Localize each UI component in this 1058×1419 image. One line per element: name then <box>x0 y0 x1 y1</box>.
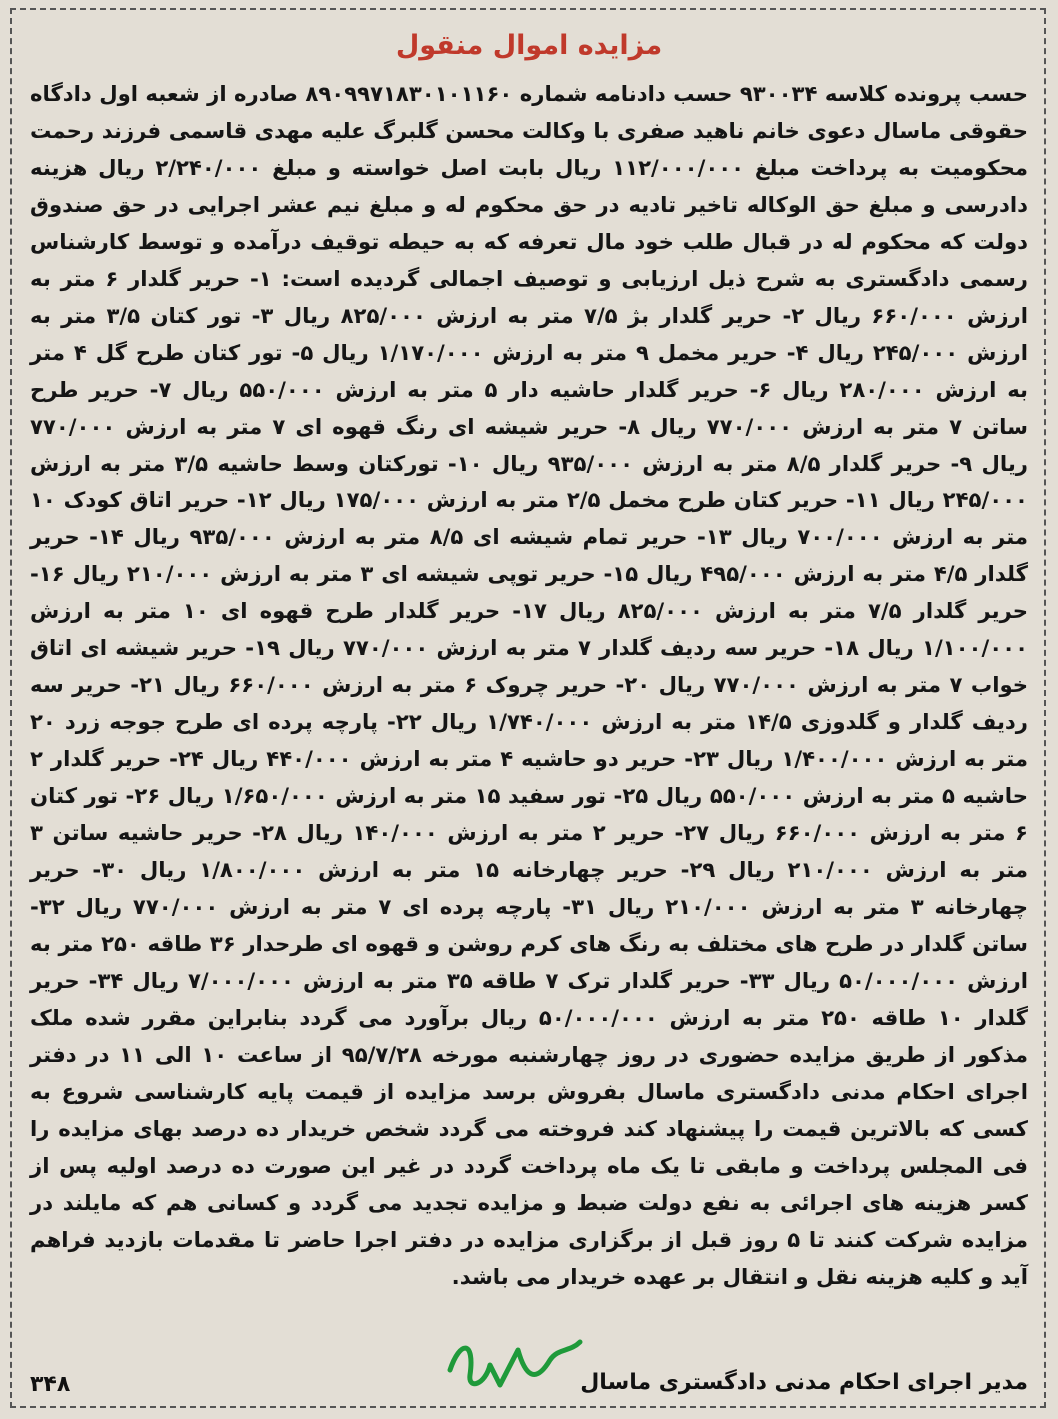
notice-title: مزایده اموال منقول <box>395 30 663 61</box>
notice-footer <box>30 1368 1028 1408</box>
ad-number: ۳۴۸ <box>30 1372 71 1397</box>
notice-body: حسب پرونده کلاسه ۹۳۰۰۳۴ حسب دادنامه شماره ۸۹۰۹۹۷۱۸۳۰۱۰۱۱۶۰ صادره از شعبه اول دادگاه حقوقی ماسال دعوی خانم ناهید صفری با وکالت محسن گلبرگ علیه مهدی قاسمی فرزند رحمت محکومیت به پرداخت مبلغ ۱۱۲/۰۰۰/۰۰۰ ریال بابت اصل خواسته و مبلغ ۲/۲۴۰/۰۰۰ ریال هزینه دادرسی و مبلغ حق الوکاله تاخیر تادیه در حق محکوم له و مبلغ نیم عشر اجرایی در حق صندوق دولت که محکوم له در قبال طلب خود مال تعرفه که به حیطه توقیف درآمده و توسط کارشناس رسمی دادگستری به شرح ذیل ارزیابی و توصیف اجمالی گردیده است: ۱- حریر گلدار ۶ متر به ارزش ۶۶۰/۰۰۰ ریال ۲- حریر گلدار بژ ۷/۵ متر به ارزش ۸۲۵/۰۰۰ ریال ۳- تور کتان ۳/۵ متر به ارزش ۲۴۵/۰۰۰ ریال ۴- حریر مخمل ۹ متر به ارزش ۱/۱۷۰/۰۰۰ ریال ۵- تور کتان طرح گل ۴ متر به ارزش ۲۸۰/۰۰۰ ریال ۶- حریر گلدار حاشیه دار ۵ متر به ارزش ۵۵۰/۰۰۰ ریال ۷- حریر طرح ساتن ۷ متر به ارزش ۷۷۰/۰۰۰ ریال ۸- حریر شیشه ای رنگ قهوه ای ۷ متر به ارزش ۷۷۰/۰۰۰ ریال ۹- حریر گلدار ۸/۵ متر به ارزش ۹۳۵/۰۰۰ ریال ۱۰- تورکتان وسط حاشیه ۳/۵ متر به ارزش ۲۴۵/۰۰۰ ریال ۱۱- حریر کتان طرح مخمل ۲/۵ متر به ارزش ۱۷۵/۰۰۰ ریال ۱۲- حریر اتاق کودک ۱۰ متر به ارزش ۷۰۰/۰۰۰ ریال ۱۳- حریر تمام شیشه ای ۸/۵ متر به ارزش ۹۳۵/۰۰۰ ریال ۱۴- حریر گلدار ۴/۵ متر به ارزش ۴۹۵/۰۰۰ ریال ۱۵- حریر توپی شیشه ای ۳ متر به ارزش ۲۱۰/۰۰۰ ریال ۱۶- حریر گلدار ۷/۵ متر به ارزش ۸۲۵/۰۰۰ ریال ۱۷- حریر گلدار طرح قهوه ای ۱۰ متر به ارزش ۱/۱۰۰/۰۰۰ ریال ۱۸- حریر سه ردیف گلدار ۷ متر به ارزش ۷۷۰/۰۰۰ ریال ۱۹- حریر شیشه ای اتاق خواب ۷ متر به ارزش ۷۷۰/۰۰۰ ریال ۲۰- حریر چروک ۶ متر به ارزش ۶۶۰/۰۰۰ ریال ۲۱- حریر سه ردیف گلدار و گلدوزی ۱۴/۵ متر به ارزش ۱/۷۴۰/۰۰۰ ریال ۲۲- پارچه پرده ای طرح جوجه زرد ۲۰ متر به ارزش ۱/۴۰۰/۰۰۰ ریال ۲۳- حریر دو حاشیه ۴ متر به ارزش ۴۴۰/۰۰۰ ریال ۲۴- حریر گلدار ۲ حاشیه ۵ متر به ارزش ۵۵۰/۰۰۰ ریال ۲۵- تور سفید ۱۵ متر به ارزش ۱/۶۵۰/۰۰۰ ریال ۲۶- تور کتان ۶ متر به ارزش ۶۶۰/۰۰۰ ریال ۲۷- حریر ۲ متر به ارزش ۱۴۰/۰۰۰ ریال ۲۸- حریر حاشیه ساتن ۳ متر به ارزش ۲۱۰/۰۰۰ ریال ۲۹- حریر چهارخانه ۱۵ متر به ارزش ۱/۸۰۰/۰۰۰ ریال ۳۰- حریر چهارخانه ۳ متر به ارزش ۲۱۰/۰۰۰ ریال ۳۱- پارچه پرده ای ۷ متر به ارزش ۷۷۰/۰۰۰ ریال ۳۲- ساتن گلدار در طرح های مختلف به رنگ های کرم روشن و قهوه ای طرحدار ۳۶ طاقه ۲۵۰ متر به ارزش ۵۰/۰۰۰/۰۰۰ ریال ۳۳- حریر گلدار ترک ۷ طاقه ۳۵ متر به ارزش ۷/۰۰۰/۰۰۰ ریال ۳۴- حریر گلدار ۱۰ طاقه ۲۵۰ متر به ارزش ۵۰/۰۰۰/۰۰۰ ریال برآورد می گردد بنابراین مقرر شده ملک مذکور از طریق مزایده حضوری در روز چهارشنبه مورخه ۹۵/۷/۲۸ از ساعت ۱۰ الی ۱۱ در دفتر اجرای احکام مدنی دادگستری ماسال بفروش برسد مزایده از قیمت پایه کارشناسی شروع به کسی که بالاترین قیمت را پیشنهاد کند فروخته می گردد شخص خریدار ده درصد بهای مزایده را فی المجلس پرداخت و مابقی تا یک ماه پرداخت گردد در غیر این صورت ده درصد اولیه پس از کسر هزینه های اجرائی به نفع دولت ضبط و مزایده تجدید می گردد و کسانی هم که مایلند در مزایده شرکت کنند تا ۵ روز قبل از برگزاری مزایده در دفتر اجرا حاضر تا مقدمات بازدید فراهم آید و کلیه هزینه نقل و انتقال بر عهده خریدار می باشد. <box>30 81 1029 1289</box>
signer-title: مدیر اجرای احکام مدنی دادگستری ماسال <box>580 1370 1028 1395</box>
